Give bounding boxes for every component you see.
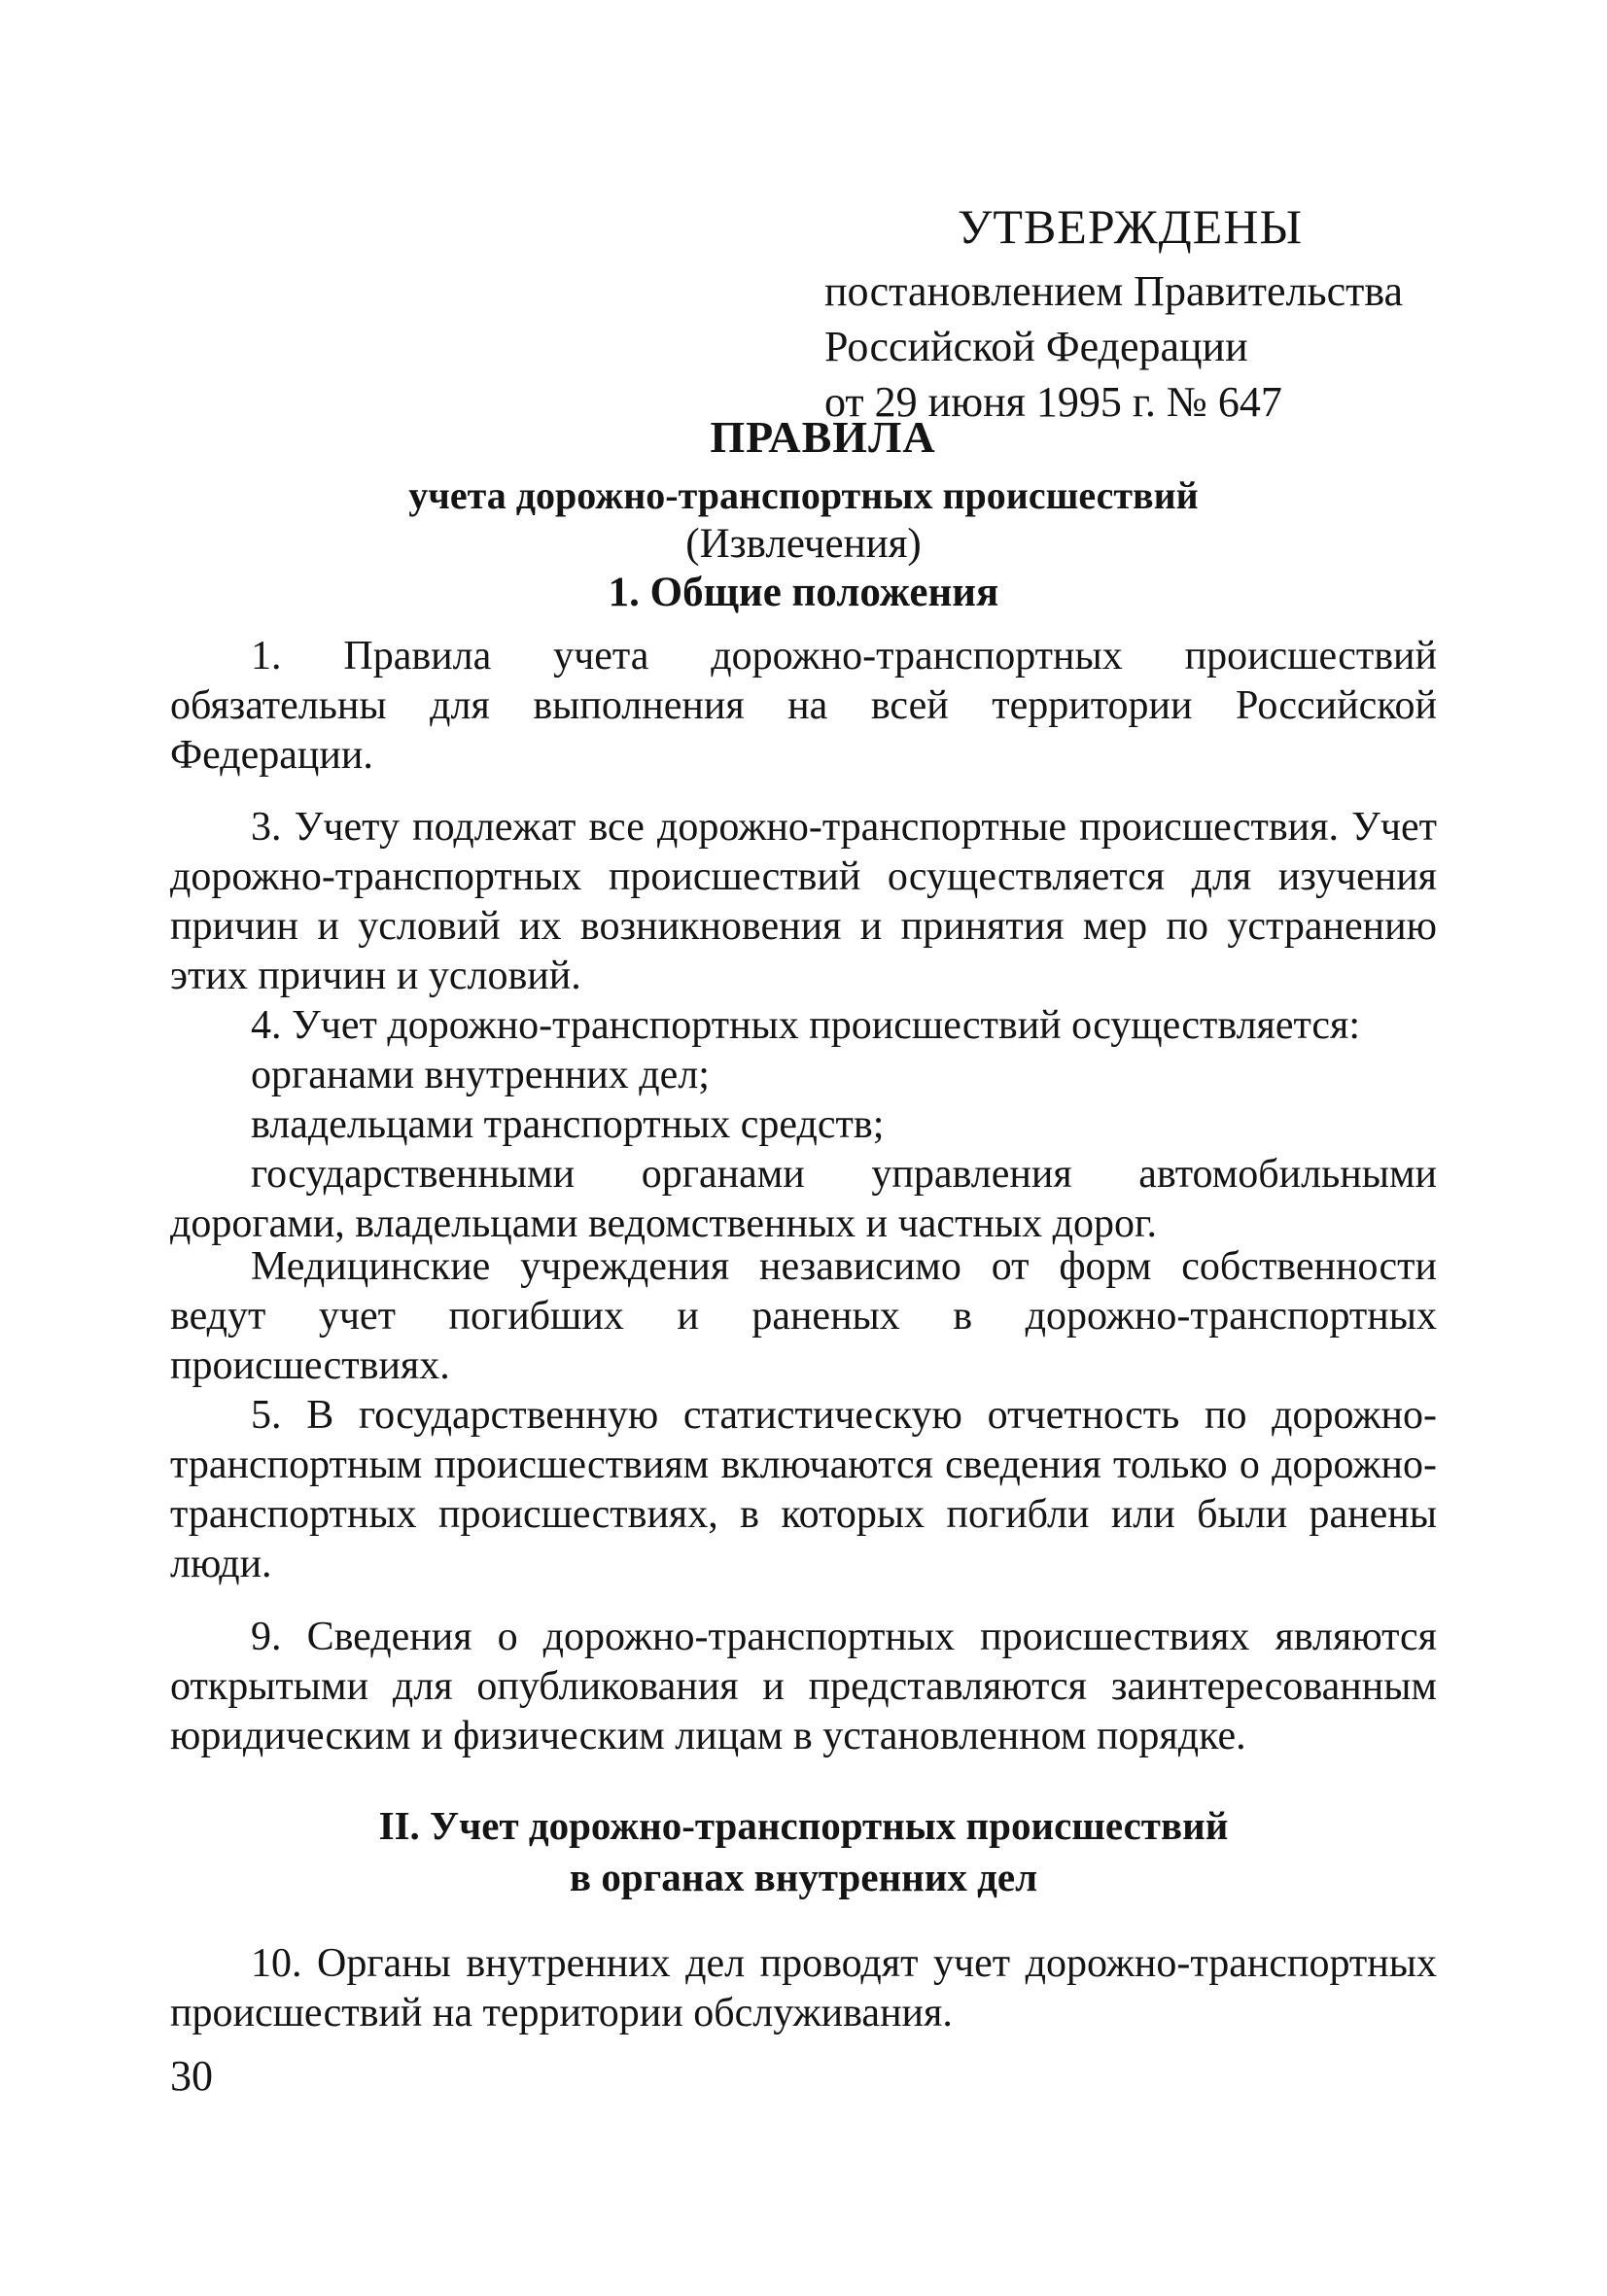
paragraph-text: 10. Органы внутренних дел проводят учет дорожно-транспортных происшествий на территории обслуживания. — [170, 1941, 1437, 2035]
paragraph-text: 4. Учет дорожно-транспортных происшествий осуществляется: — [251, 1003, 1361, 1048]
paragraph-text: 5. В государственную статистическую отчетность по дорожно-транспортным происшествиям включаются сведения только о дорожно-транспортных происшествиях, в которых погибли или были ранены люди. — [170, 1393, 1437, 1586]
section-2-heading-line: в органах внутренних дел — [569, 1855, 1038, 1899]
approval-line: Российской Федерации — [824, 323, 1248, 370]
approval-heading: УТВЕРЖДЕНЫ — [958, 199, 1304, 254]
approval-date: от 29 июня 1995 г. № 647 — [824, 378, 1282, 426]
document-subtitle: учета дорожно-транспортных происшествий — [408, 473, 1199, 517]
paragraph-10 — [170, 1939, 1437, 2038]
paragraph-text: 1. Правила учета дорожно-транспортных происшествий обязательны для выполнения на всей территории Российской Федерации. — [170, 634, 1437, 778]
page-number: 30 — [170, 2052, 213, 2100]
paragraph-text: 9. Сведения о дорожно-транспортных происшествиях являются открытыми для опубликования и представляются заинтересованным юридическим и физическим лицам в установленном порядке. — [170, 1615, 1437, 1758]
list-item: органами внутренних дел; — [251, 1053, 710, 1097]
paragraph-3 — [170, 803, 1437, 1001]
paragraph-medical — [170, 1242, 1437, 1391]
paragraph-5 — [170, 1391, 1437, 1589]
paragraph-1 — [170, 632, 1437, 781]
list-item: государственными органами управления автомобильными дорогами, владельцами ведомственных и частных дорог. — [170, 1152, 1437, 1246]
document-extract-note: (Извлечения) — [685, 521, 922, 567]
approval-line: постановлением Правительства — [824, 267, 1404, 315]
section-2-heading-line: II. Учет дорожно-транспортных происшествий — [378, 1803, 1229, 1848]
paragraph-text: 3. Учету подлежат все дорожно-транспортные происшествия. Учет дорожно-транспортных происшествий осуществляется для изучения причин и условий их возникновения и принятия мер по устранению этих причин и условий. — [170, 805, 1437, 998]
section-2-heading — [0, 1800, 1607, 1903]
paragraph-text: Медицинские учреждения независимо от форм собственности ведут учет погибших и раненых в дорожно-транспортных происшествиях. — [170, 1244, 1437, 1388]
list-item: владельцами транспортных средств; — [251, 1102, 885, 1147]
approval-stamp — [824, 199, 1505, 430]
section-1-heading: 1. Общие положения — [608, 570, 999, 615]
paragraph-4 — [170, 1001, 1437, 1249]
paragraph-9 — [170, 1613, 1437, 1761]
document-title: ПРАВИЛА — [710, 412, 936, 462]
